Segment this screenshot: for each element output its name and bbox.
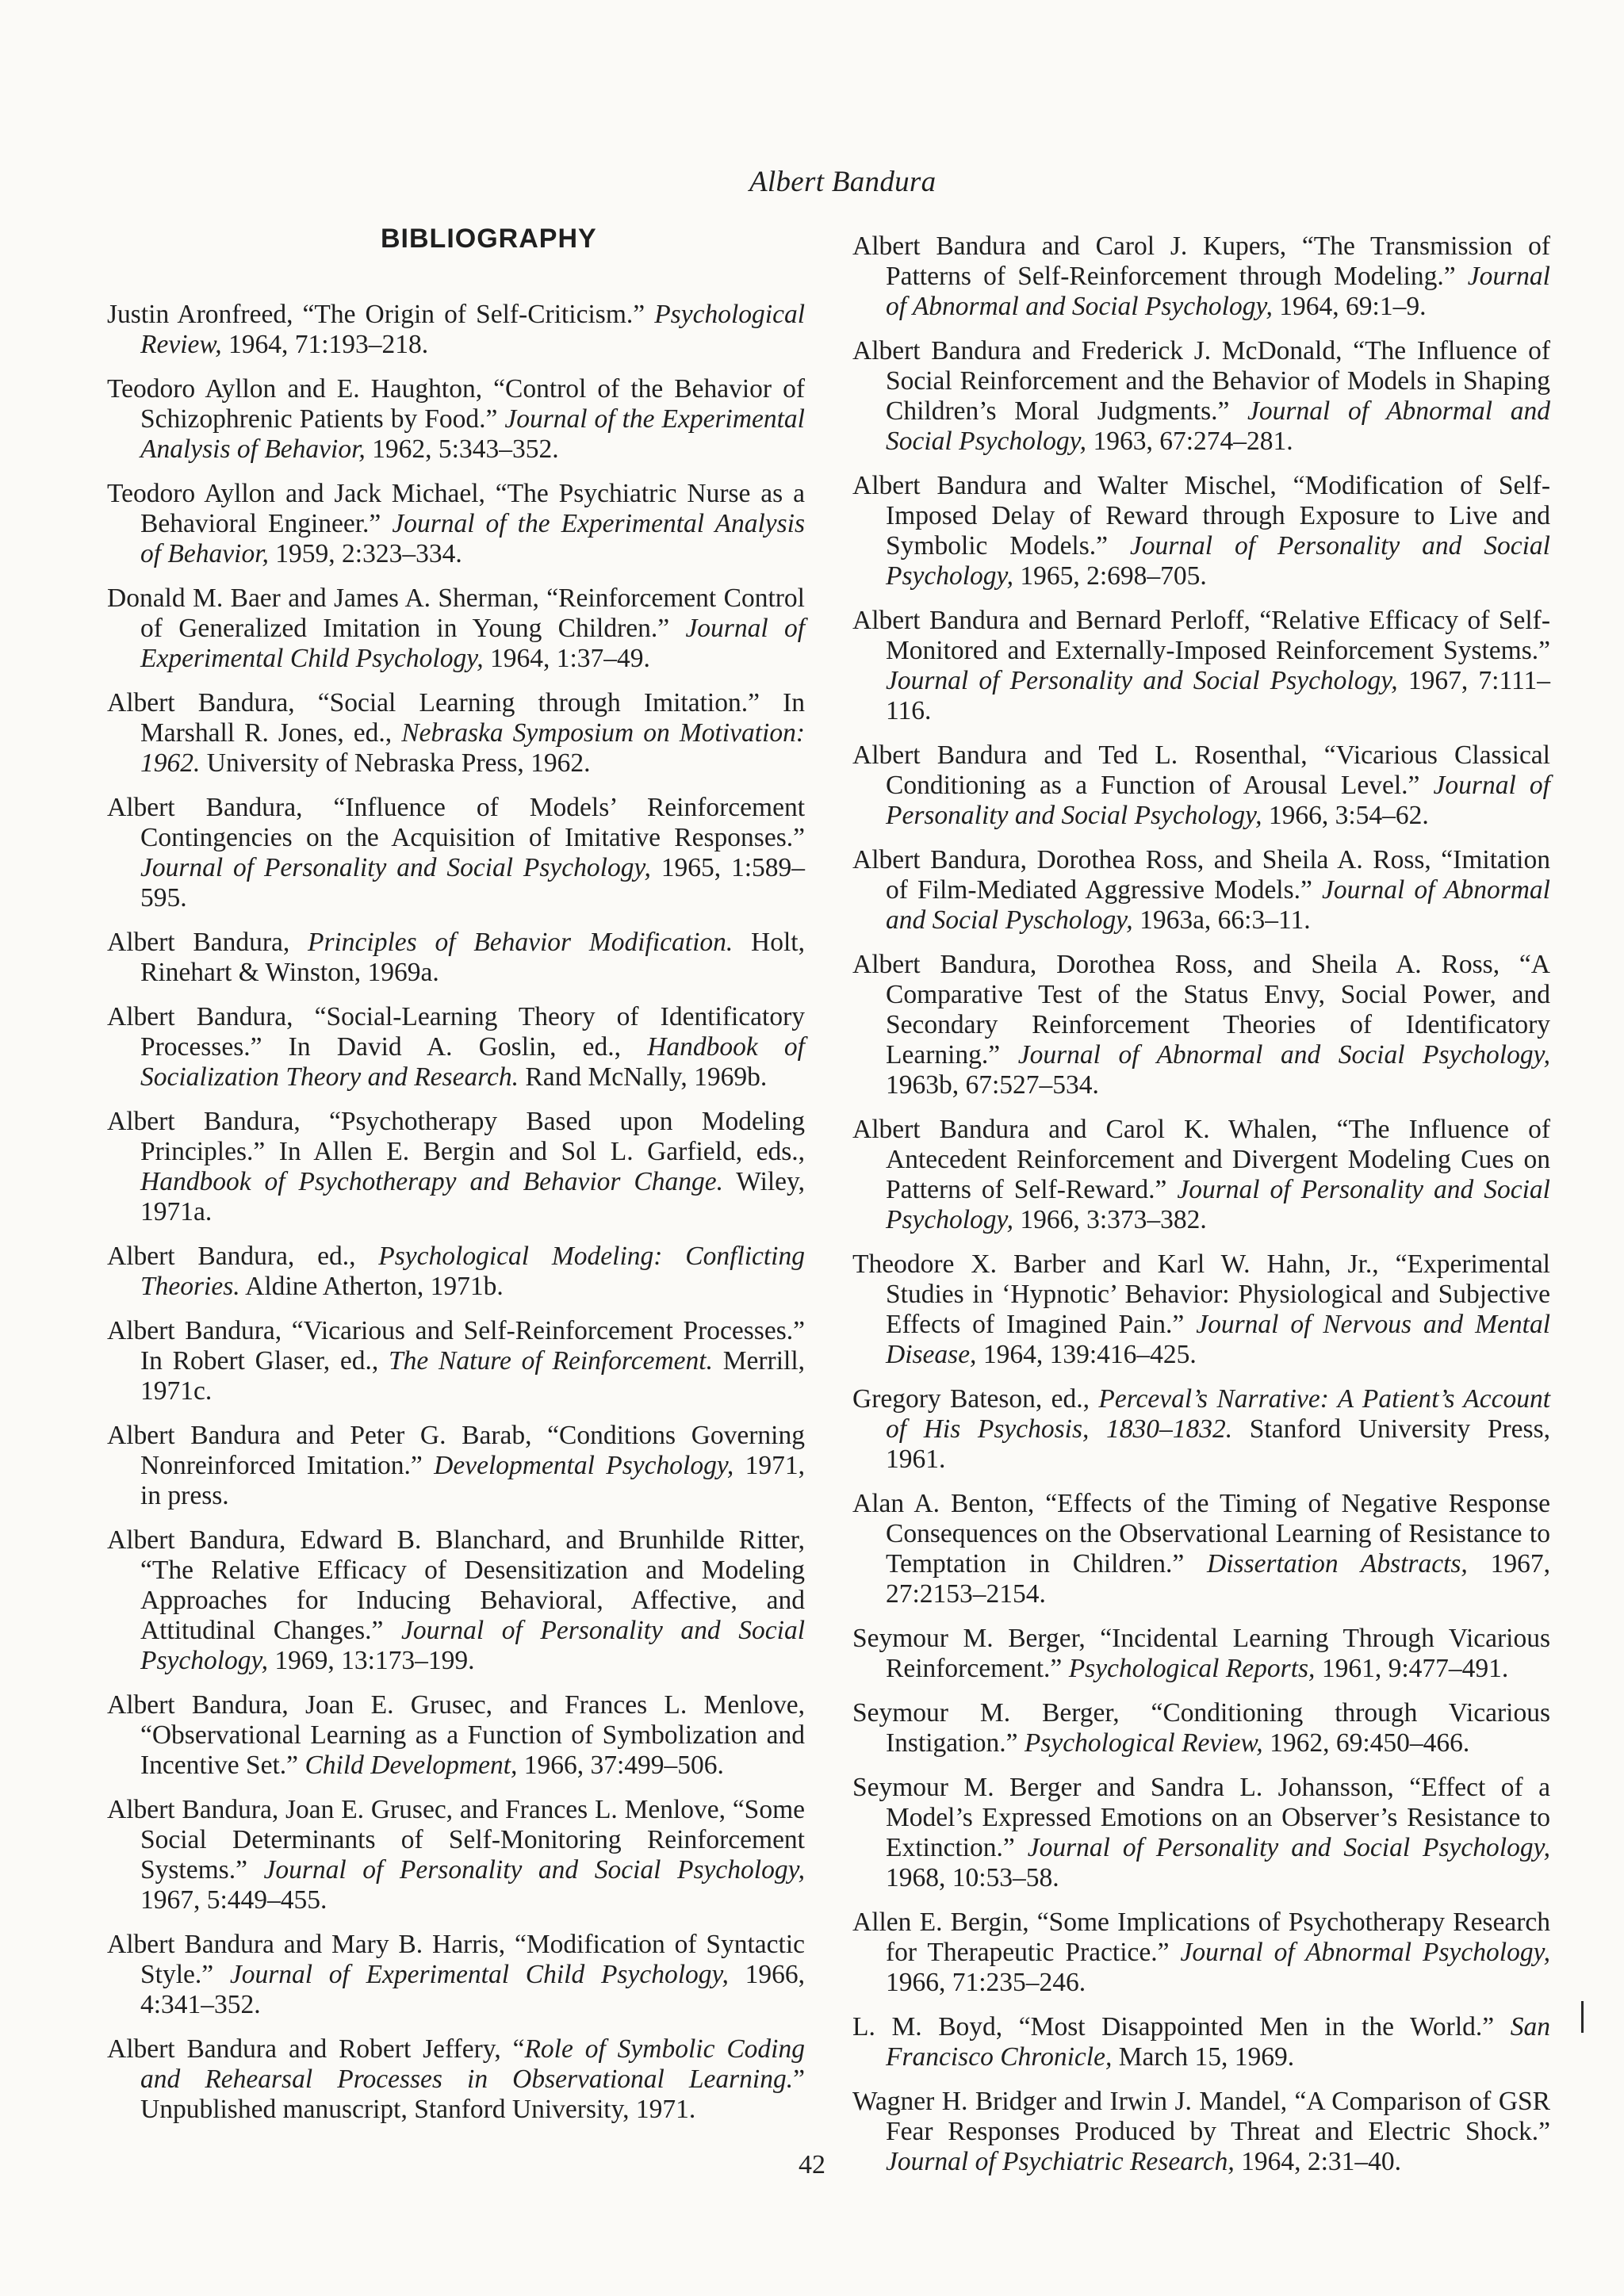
- entry-text: Albert Bandura, “Psychotherapy Based upon Modeling Principles.” In Allen E. Bergin and Sol L. Garfield, eds.,: [107, 1107, 805, 1166]
- entry-text: 1966, 4:341–352.: [140, 1960, 806, 2019]
- entry-text: University of Nebraska Press, 1962.: [200, 748, 591, 778]
- entry-text: Albert Bandura and Mary B. Harris, “Modification of Syntactic Style.”: [107, 1930, 805, 1989]
- bibliography-entry: [107, 2034, 805, 2125]
- entry-text: 1964, 1:37–49.: [483, 644, 650, 673]
- entry-text: 1968, 10:53–58.: [886, 1863, 1059, 1892]
- entry-text: Albert Bandura, “Vicarious and Self-Reinforcement Processes.” In Robert Glaser, ed.,: [107, 1316, 805, 1376]
- entry-text: Albert Bandura,: [107, 928, 308, 957]
- entry-text: Albert Bandura and Walter Mischel, “Modification of Self-Imposed Delay of Reward through Exposure to Live and Symbolic Models.”: [852, 471, 1550, 561]
- bibliography-entry: [852, 1384, 1550, 1475]
- entry-text: 1967, 5:449–455.: [140, 1885, 327, 1915]
- entry-text: Rand McNally, 1969b.: [519, 1062, 768, 1092]
- entry-source-title: Journal of Personality and Social Psychology,: [886, 771, 1550, 830]
- bibliography-entry: [852, 471, 1550, 591]
- entry-source-title: Journal of Experimental Child Psychology,: [229, 1960, 729, 1989]
- entry-source-title: Handbook of Socialization Theory and Research.: [140, 1032, 805, 1092]
- bibliography-entry: [107, 1242, 805, 1302]
- entry-text: Albert Bandura and Frederick J. McDonald, “The Influence of Social Reinforcement and the Behavior of Models in Shaping Children’s Moral Judgments.”: [852, 336, 1550, 426]
- entry-text: Holt, Rinehart & Winston, 1969a.: [140, 928, 805, 987]
- entry-source-title: Perceval’s Narrative: A Patient’s Account of His Psychosis, 1830–1832.: [886, 1384, 1551, 1444]
- entry-text: Teodoro Ayllon and Jack Michael, “The Psychiatric Nurse as a Behavioral Engineer.”: [107, 479, 805, 538]
- entry-source-title: Journal of the Experimental Analysis of Behavior,: [140, 404, 805, 464]
- entry-text: Seymour M. Berger and Sandra L. Johansson, “Effect of a Model’s Expressed Emotions on an Observer’s Resistance to Extinction.”: [852, 1773, 1550, 1862]
- entry-source-title: Journal of Abnormal Psychology,: [1180, 1938, 1550, 1967]
- entry-source-title: Dissertation Abstracts,: [1207, 1549, 1468, 1578]
- entry-source-title: Journal of Personality and Social Psychology,: [140, 1616, 805, 1675]
- entry-source-title: Child Development,: [304, 1751, 518, 1780]
- entry-source-title: Journal of Abnormal and Social Pyschology,: [886, 875, 1550, 935]
- bibliography-entry: [852, 950, 1550, 1100]
- entry-text: Seymour M. Berger, “Incidental Learning Through Vicarious Reinforcement.”: [852, 1624, 1550, 1683]
- bibliography-right-column: [852, 232, 1550, 2191]
- entry-text: Wiley, 1971a.: [140, 1167, 806, 1226]
- entry-text: 1965, 1:589–595.: [140, 853, 805, 913]
- entry-text: Albert Bandura, Joan E. Grusec, and Frances L. Menlove, “Observational Learning as a Function of Symbolization and Incentive Set.”: [107, 1690, 805, 1780]
- entry-source-title: Journal of Personality and Social Psychology,: [886, 1175, 1550, 1234]
- entry-source-title: Psychological Review,: [1024, 1728, 1263, 1758]
- entry-source-title: Journal of Nervous and Mental Disease,: [886, 1310, 1550, 1369]
- bibliography-entry: [852, 232, 1550, 322]
- entry-text: Justin Aronfreed, “The Origin of Self-Criticism.”: [107, 300, 655, 329]
- entry-source-title: Journal of Personality and Social Psychology,: [1027, 1833, 1550, 1862]
- entry-source-title: Journal of Experimental Child Psychology,: [140, 614, 806, 673]
- entry-text: Albert Bandura, Dorothea Ross, and Sheila A. Ross, “A Comparative Test of the Status Envy, Social Power, and Secondary Reinforcement Theories of Identificatory Learning.”: [852, 950, 1550, 1070]
- bibliography-entry: [852, 1698, 1550, 1758]
- entry-text: L. M. Boyd, “Most Disappointed Men in the World.”: [852, 2012, 1511, 2042]
- entry-text: ” Unpublished manuscript, Stanford University, 1971.: [140, 2064, 805, 2124]
- entry-text: Theodore X. Barber and Karl W. Hahn, Jr., “Experimental Studies in ‘Hypnotic’ Behavior: Physiological and Subjective Effects of Imagined Pain.”: [852, 1249, 1550, 1339]
- entry-source-title: Journal of Personality and Social Psychology,: [140, 853, 651, 882]
- entry-text: 1964, 2:31–40.: [1234, 2147, 1402, 2176]
- entry-text: 1967, 27:2153–2154.: [886, 1549, 1550, 1609]
- entry-source-title: Psychological Modeling: Conflicting Theories.: [140, 1242, 805, 1301]
- entry-text: Donald M. Baer and James A. Sherman, “Reinforcement Control of Generalized Imitation in Young Children.”: [107, 584, 805, 643]
- entry-source-title: Journal of Psychiatric Research,: [886, 2147, 1235, 2176]
- entry-source-title: Journal of the Experimental Analysis of Behavior,: [140, 509, 805, 568]
- bibliography-entry: [107, 584, 805, 674]
- scan-margin-mark: [1581, 2001, 1584, 2033]
- entry-text: Aldine Atherton, 1971b.: [239, 1272, 504, 1301]
- entry-text: Albert Bandura, ed.,: [107, 1242, 379, 1271]
- running-head: Albert Bandura: [749, 166, 936, 198]
- bibliography-entry: [852, 1489, 1550, 1609]
- entry-text: 1966, 37:499–506.: [517, 1751, 724, 1780]
- entry-source-title: Role of Symbolic Coding and Rehearsal Processes in Observational Learning.: [140, 2034, 805, 2094]
- entry-text: Albert Bandura and Ted L. Rosenthal, “Vicarious Classical Conditioning as a Function of Arousal Level.”: [852, 740, 1550, 800]
- bibliography-left-column: [107, 300, 805, 2139]
- entry-text: 1966, 3:54–62.: [1262, 801, 1429, 830]
- page-number: 42: [799, 2150, 825, 2179]
- bibliography-entry: [852, 1773, 1550, 1893]
- bibliography-entry: [107, 374, 805, 465]
- bibliography-entry: [107, 793, 805, 913]
- entry-source-title: Nebraska Symposium on Motivation: 1962.: [140, 718, 805, 778]
- section-title: BIBLIOGRAPHY: [381, 224, 597, 254]
- entry-text: 1961, 9:477–491.: [1315, 1654, 1509, 1683]
- entry-text: Albert Bandura, “Social Learning through Imitation.” In Marshall R. Jones, ed.,: [107, 688, 805, 748]
- bibliography-entry: [107, 300, 805, 360]
- bibliography-entry: [107, 1795, 805, 1915]
- entry-text: Seymour M. Berger, “Conditioning through Vicarious Instigation.”: [852, 1698, 1550, 1758]
- entry-text: Gregory Bateson, ed.,: [852, 1384, 1099, 1414]
- entry-source-title: San Francisco Chronicle,: [886, 2012, 1550, 2072]
- entry-text: Teodoro Ayllon and E. Haughton, “Control of the Behavior of Schizophrenic Patients by Food.”: [107, 374, 805, 434]
- entry-text: Albert Bandura and Carol J. Kupers, “The Transmission of Patterns of Self-Reinforcement through Modeling.”: [852, 232, 1550, 291]
- entry-source-title: Journal of Personality and Social Psychology,: [886, 666, 1398, 695]
- entry-text: Allen E. Bergin, “Some Implications of Psychotherapy Research for Therapeutic Practice.”: [852, 1908, 1550, 1967]
- entry-text: Albert Bandura and Bernard Perloff, “Relative Efficacy of Self-Monitored and Externally-Imposed Reinforcement Systems.”: [852, 606, 1550, 665]
- entry-text: 1964, 139:416–425.: [976, 1340, 1197, 1369]
- bibliography-entry: [107, 1525, 805, 1676]
- entry-text: Albert Bandura, “Social-Learning Theory of Identificatory Processes.” In David A. Goslin, ed.,: [107, 1002, 805, 1062]
- entry-text: 1963b, 67:527–534.: [886, 1070, 1099, 1100]
- entry-text: 1962, 5:343–352.: [365, 434, 559, 464]
- entry-text: 1964, 69:1–9.: [1272, 292, 1427, 321]
- bibliography-entry: [852, 1624, 1550, 1684]
- entry-source-title: Journal of Personality and Social Psychology,: [263, 1855, 805, 1885]
- entry-text: 1959, 2:323–334.: [268, 539, 462, 568]
- entry-source-title: The Nature of Reinforcement.: [389, 1346, 713, 1376]
- bibliography-entry: [107, 1930, 805, 2020]
- entry-text: Albert Bandura, “Influence of Models’ Reinforcement Contingencies on the Acquisition of Imitative Responses.”: [107, 793, 805, 852]
- bibliography-entry: [852, 740, 1550, 831]
- entry-text: 1962, 69:450–466.: [1262, 1728, 1470, 1758]
- entry-text: 1965, 2:698–705.: [1013, 561, 1207, 591]
- entry-source-title: Psychological Review,: [140, 300, 805, 359]
- bibliography-entry: [852, 2012, 1550, 2072]
- entry-source-title: Journal of Abnormal and Social Psychology,: [886, 262, 1550, 321]
- entry-text: Albert Bandura and Robert Jeffery, “: [107, 2034, 525, 2064]
- entry-text: Albert Bandura, Dorothea Ross, and Sheila A. Ross, “Imitation of Film-Mediated Aggressive Models.”: [852, 845, 1550, 905]
- entry-text: Merrill, 1971c.: [140, 1346, 806, 1406]
- entry-text: 1969, 13:173–199.: [267, 1646, 475, 1675]
- bibliography-entry: [852, 1908, 1550, 1998]
- entry-text: 1966, 3:373–382.: [1013, 1205, 1207, 1234]
- bibliography-entry: [852, 845, 1550, 936]
- entry-source-title: Principles of Behavior Modification.: [307, 928, 733, 957]
- entry-text: 1963a, 66:3–11.: [1132, 905, 1311, 935]
- bibliography-entry: [852, 606, 1550, 726]
- entry-text: March 15, 1969.: [1112, 2042, 1295, 2072]
- bibliography-entry: [852, 1249, 1550, 1370]
- bibliography-entry: [107, 1690, 805, 1781]
- entry-source-title: Handbook of Psychotherapy and Behavior Change.: [140, 1167, 723, 1196]
- bibliography-entry: [107, 688, 805, 779]
- bibliography-entry: [107, 1002, 805, 1093]
- entry-text: Albert Bandura and Peter G. Barab, “Conditions Governing Nonreinforced Imitation.”: [107, 1421, 805, 1480]
- entry-text: 1966, 71:235–246.: [886, 1968, 1086, 1997]
- entry-text: Alan A. Benton, “Effects of the Timing of Negative Response Consequences on the Observational Learning of Resistance to Temptation in Children.”: [852, 1489, 1550, 1578]
- entry-text: 1967, 7:111–116.: [886, 666, 1550, 725]
- entry-text: 1963, 67:274–281.: [1086, 427, 1293, 456]
- bibliography-entry: [107, 1107, 805, 1227]
- entry-source-title: Journal of Abnormal and Social Psychology,: [1017, 1040, 1550, 1070]
- entry-text: Wagner H. Bridger and Irwin J. Mandel, “A Comparison of GSR Fear Responses Produced by Threat and Electric Shock.”: [852, 2087, 1550, 2146]
- entry-text: 1971, in press.: [140, 1451, 805, 1510]
- bibliography-entry: [852, 1115, 1550, 1235]
- entry-text: Stanford University Press, 1961.: [886, 1414, 1550, 1474]
- entry-text: Albert Bandura, Edward B. Blanchard, and Brunhilde Ritter, “The Relative Efficacy of Desensitization and Modeling Approaches for Inducing Behavioral, Affective, and Attitudinal Changes.”: [107, 1525, 805, 1645]
- bibliography-entry: [852, 336, 1550, 457]
- bibliography-entry: [107, 479, 805, 569]
- bibliography-entry: [107, 1421, 805, 1511]
- entry-text: Albert Bandura and Carol K. Whalen, “The Influence of Antecedent Reinforcement and Divergent Modeling Cues on Patterns of Self-Reward.”: [852, 1115, 1550, 1204]
- bibliography-entry: [107, 928, 805, 988]
- entry-text: 1964, 71:193–218.: [221, 330, 429, 359]
- entry-source-title: Journal of Personality and Social Psychology,: [886, 531, 1550, 591]
- entry-source-title: Journal of Abnormal and Social Psychology,: [886, 396, 1551, 456]
- entry-source-title: Psychological Reports,: [1068, 1654, 1316, 1683]
- entry-text: Albert Bandura, Joan E. Grusec, and Frances L. Menlove, “Some Social Determinants of Self-Monitoring Reinforcement Systems.”: [107, 1795, 805, 1885]
- bibliography-entry: [107, 1316, 805, 1406]
- entry-source-title: Developmental Psychology,: [434, 1451, 734, 1480]
